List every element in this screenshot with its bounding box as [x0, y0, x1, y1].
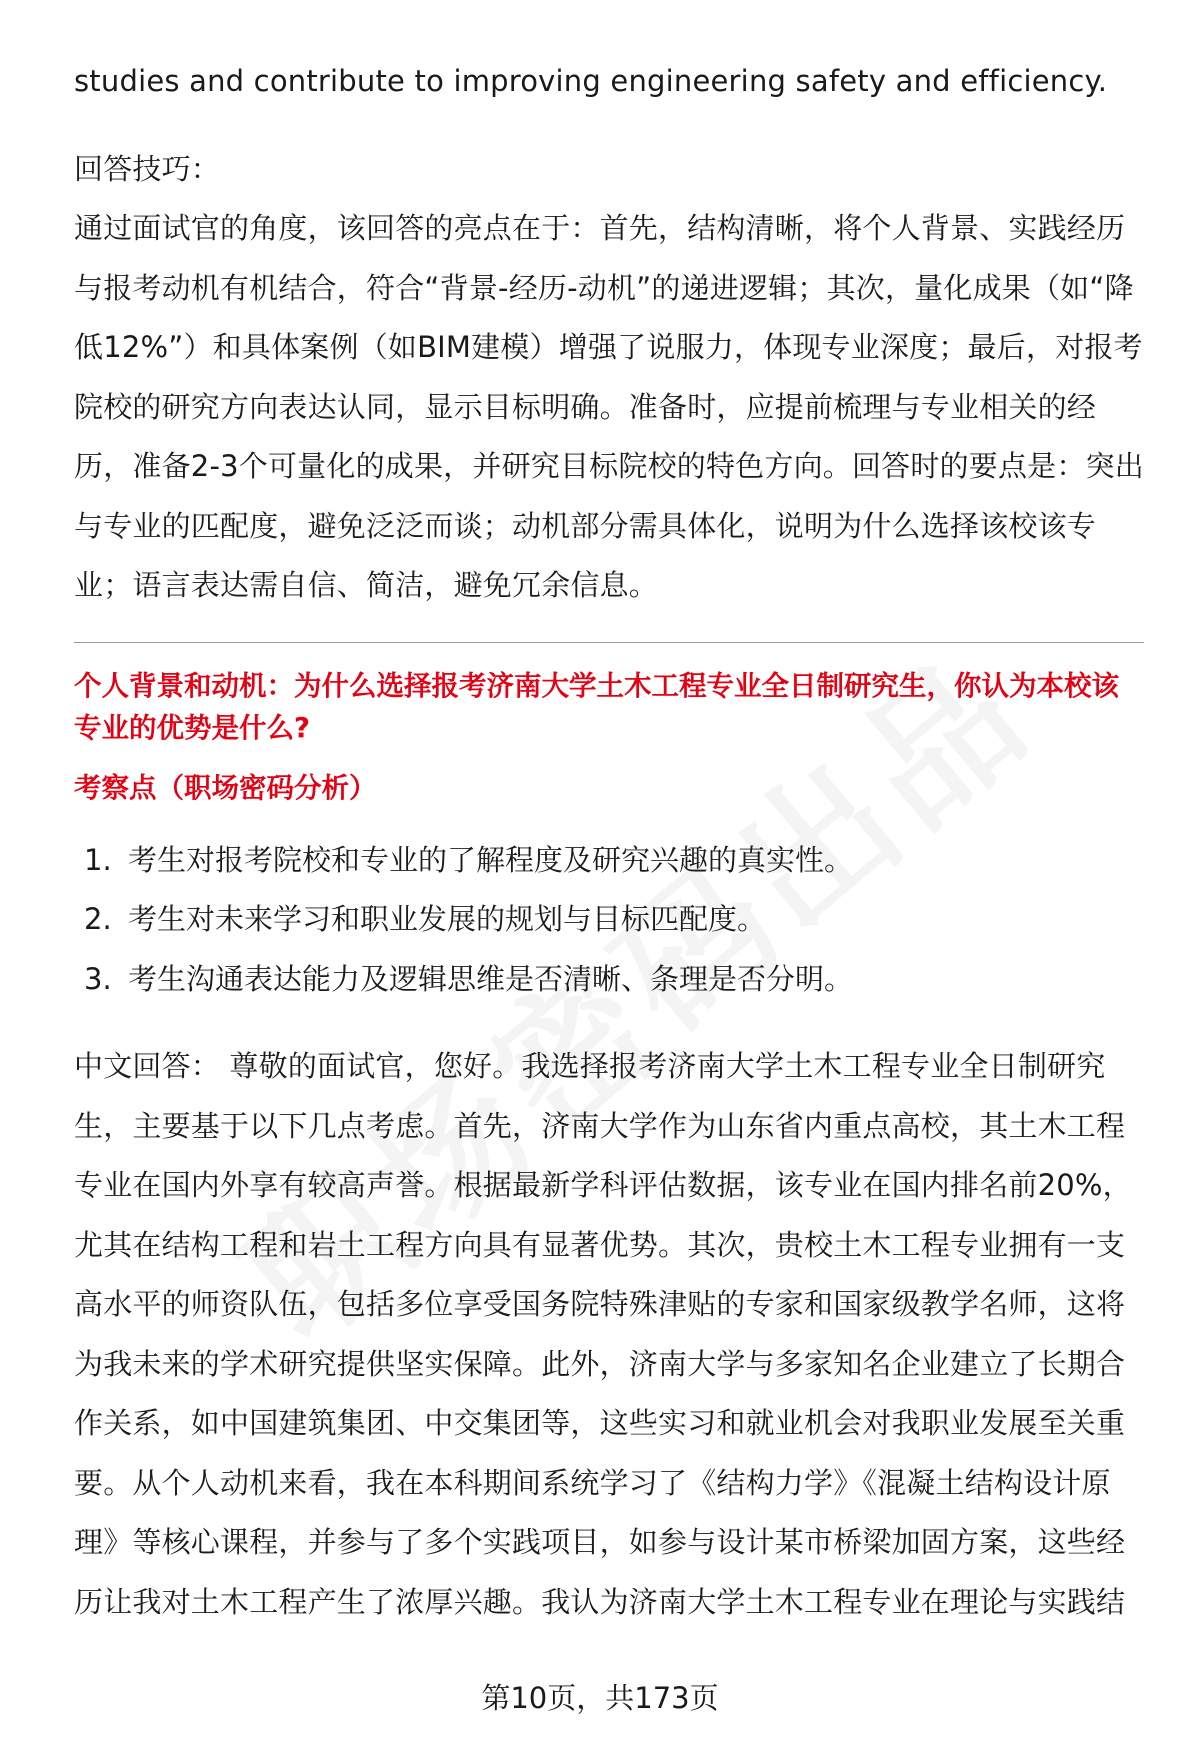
list-item-number: 3. [84, 961, 112, 996]
list-item-number: 1. [84, 842, 112, 877]
analysis-list [74, 831, 1144, 1010]
list-item [74, 831, 1144, 891]
list-item-text: 考生沟通表达能力及逻辑思维是否清晰、条理是否分明。 [128, 961, 854, 996]
page-content [74, 52, 1144, 1632]
intro-line: studies and contribute to improving engineering safety and efficiency. [74, 64, 1108, 98]
analysis-heading: 考察点（职场密码分析） [74, 771, 377, 804]
list-item-text: 考生对报考院校和专业的了解程度及研究兴趣的真实性。 [128, 842, 854, 877]
tips-heading: 回答技巧： [74, 151, 221, 186]
list-item-text: 考生对未来学习和职业发展的规划与目标匹配度。 [128, 902, 767, 936]
question-title: 个人背景和动机：为什么选择报考济南大学土木工程专业全日制研究生，你认为本校该专业的优势是什么? [74, 669, 1119, 744]
tips-body: 通过面试官的角度，该回答的亮点在于：首先，结构清晰，将个人背景、实践经历与报考动机有机结合，符合“背景-经历-动机”的递进逻辑；其次，量化成果（如“降低12%”）和具体案例（如BIM建模）增强了说服力，体现专业深度；最后，对报考院校的研究方向表达认同，显示目标明确。准备时，应提前梳理与专业相关的经历，准备2-3个可量化的成果，并研究目标院校的特色方向。回答时的要点是：突出与专业的匹配度，避免泛泛而谈；动机部分需具体化，说明为什么选择该校该专业；语言表达需自信、简洁，避免冗余信息。 [74, 211, 1144, 602]
list-item [74, 950, 1144, 1010]
list-item-number: 2. [84, 902, 112, 936]
list-item [74, 890, 1144, 950]
answer-body: 中文回答： 尊敬的面试官，您好。我选择报考济南大学土木工程专业全日制研究生，主要基于以下几点考虑。首先，济南大学作为山东省内重点高校，其土木工程专业在国内外享有较高声誉。根据最新学科评估数据，该专业在国内排名前20%，尤其在结构工程和岩土工程方向具有显著优势。其次，贵校土木工程专业拥有一支高水平的师资队伍，包括多位享受国务院特殊津贴的专家和国家级教学名师，这将为我未来的学术研究提供坚实保障。此外，济南大学与多家知名企业建立了长期合作关系，如中国建筑集团、中交集团等，这些实习和就业机会对我职业发展至关重要。从个人动机来看，我在本科期间系统学习了《结构力学》《混凝土结构设计原理》等核心课程，并参与了多个实践项目，如参与设计某市桥梁加固方案，这些经历让我对土木工程产生了浓厚兴趣。我认为济南大学土木工程专业在理论与实践结 [74, 1049, 1132, 1619]
page-number: 第10页，共173页 [481, 1681, 719, 1715]
